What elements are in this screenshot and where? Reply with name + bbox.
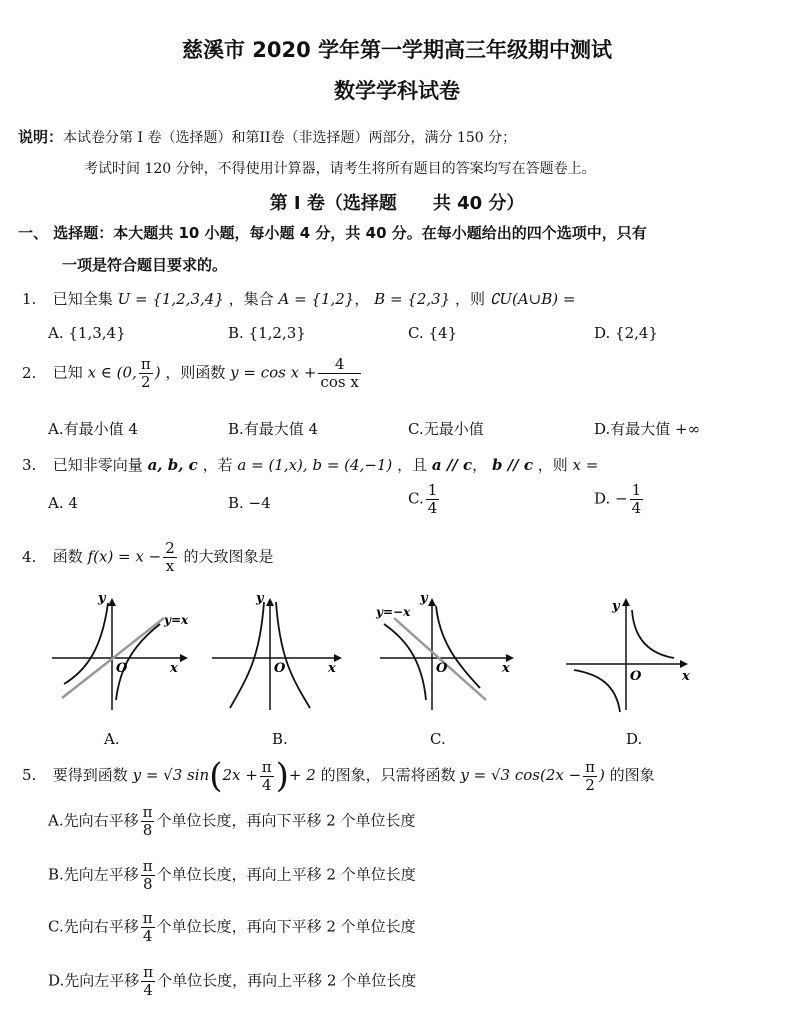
option-prefix: D.先向左平移 (48, 971, 140, 990)
axis-y-label: y (420, 591, 428, 606)
option-prefix: D. − (594, 489, 628, 508)
frac-numerator: π (142, 909, 153, 927)
curve-branch-left (574, 670, 620, 712)
q1-set-u: U = {1,2,3,4} (117, 290, 224, 308)
curve-branch-right (276, 602, 310, 708)
frac-denominator: 8 (142, 875, 153, 893)
axis-y-label: y (256, 591, 264, 606)
axis-x-label: x (502, 661, 510, 676)
option-suffix: 个单位长度，再向下平移 2 个单位长度 (156, 917, 416, 936)
frac-numerator: π (142, 857, 153, 875)
q4-text: 函数 (52, 547, 83, 566)
origin-label: O (116, 661, 128, 676)
exam-subtitle: 数学学科试卷 (334, 79, 460, 103)
exam-title: 慈溪市 2020 学年第一学期高三年级期中测试 (181, 38, 613, 62)
frac-denominator: 4 (427, 499, 438, 517)
paren-left: ( (209, 756, 223, 796)
frac-denominator: cos x (320, 373, 359, 391)
q1-expr: ∁U(A∪B) = (489, 290, 576, 308)
q3-parallel: b // c (491, 456, 533, 474)
frac-denominator: 4 (261, 775, 272, 794)
frac-denominator: 8 (142, 821, 153, 839)
q2-text: ，则函数 (165, 363, 226, 382)
q5-option-b (48, 858, 416, 893)
q5-func: y = √3 cos(2x − (460, 766, 582, 784)
q1-option-d: D. {2,4} (594, 324, 658, 342)
q1-text: ，则 (455, 290, 486, 308)
q5-frac (141, 804, 155, 839)
q3-text: ，则 (537, 456, 568, 474)
q5-text: 要得到函数 (52, 766, 128, 784)
q3-option-b: B. −4 (228, 494, 271, 512)
q3-text: ，若 (202, 456, 233, 474)
q5-option-c (48, 910, 416, 945)
y-axis-arrow (108, 598, 116, 606)
q1-option-b: B. {1,2,3} (228, 324, 306, 342)
q5-func: + 2 (288, 766, 316, 784)
frac-denominator: 4 (143, 981, 153, 999)
q3-text: ，且 (397, 456, 428, 474)
instructions-line1: 本试卷分第 I 卷（选择题）和第II卷（非选择题）两部分，满分 150 分； (63, 130, 517, 146)
frac-numerator: π (143, 963, 154, 981)
axis-x-label: x (170, 661, 178, 676)
y-axis-arrow (266, 598, 274, 606)
part-heading: 一、 选择题：本大题共 10 小题，每小题 4 分，共 40 分。在每小题给出的四个选项中，只有 (18, 224, 647, 242)
q5-frac (141, 964, 155, 999)
frac-numerator: 4 (318, 356, 360, 374)
option-prefix: C. (408, 489, 424, 508)
paren-right: ) (275, 756, 289, 796)
q3-sep: ， (472, 456, 488, 474)
line-label: y=−x (376, 605, 411, 619)
q1-option-c: C. {4} (408, 324, 458, 342)
q4-text: 的大致图象是 (183, 547, 274, 566)
question-number: 3. (22, 456, 37, 474)
q1-set-a: A = {1,2} (278, 290, 355, 308)
origin-label: O (436, 661, 448, 676)
graph-b (212, 588, 352, 713)
question-1 (22, 288, 575, 309)
q5-func: y = √3 sin (132, 766, 210, 784)
q2-option-b: B.有最大值 4 (228, 420, 319, 438)
axis-x-label: x (682, 669, 690, 684)
frac-numerator: π (261, 757, 272, 776)
q5-frac (260, 759, 274, 794)
line-label: y=x (164, 613, 189, 627)
frac-denominator: 2 (141, 373, 151, 391)
q5-option-a (48, 804, 416, 839)
curve-branch-left (64, 603, 108, 684)
curve-branch-left (384, 624, 426, 700)
q3-text: 已知非零向量 (52, 456, 143, 474)
q3-option-a: A. 4 (48, 494, 78, 512)
q3-parallel: a // c (431, 456, 473, 474)
section-title: 第 I 卷（选择题 共 40 分） (269, 193, 525, 214)
instructions-label: 说明： (18, 128, 64, 146)
part-heading-cont: 一项是符合题目要求的。 (62, 256, 228, 274)
question-5 (22, 756, 655, 796)
frac-numerator: π (140, 355, 151, 373)
frac-numerator: 1 (427, 481, 438, 499)
question-3 (22, 454, 598, 475)
graph-c-label: C. (430, 730, 446, 748)
q3-option-d (594, 482, 645, 517)
curve-branch-right (632, 610, 674, 658)
curve-branch-left (230, 602, 264, 708)
frac-denominator: 2 (585, 775, 595, 794)
frac-numerator: 1 (631, 481, 642, 499)
q3-frac (426, 482, 440, 517)
question-number: 4. (22, 547, 37, 566)
q5-text: 的图象，只需将函数 (320, 766, 456, 784)
q1-option-a: A. {1,3,4} (48, 324, 126, 342)
instructions-line2: 考试时间 120 分钟，不得使用计算器，请考生将所有题目的答案均写在答题卷上。 (84, 161, 596, 177)
frac-denominator: 4 (631, 499, 642, 517)
q1-text: ，集合 (228, 290, 274, 308)
graph-c (374, 588, 524, 713)
q2-frac (318, 356, 360, 391)
instructions (18, 126, 516, 147)
q2-text: 已知 (52, 363, 83, 382)
q1-text: 已知全集 (52, 290, 113, 308)
q2-option-a: A.有最小值 4 (48, 420, 138, 438)
y-axis-arrow (428, 598, 436, 606)
question-number: 5. (22, 766, 37, 784)
q1-set-b: B = {2,3} (374, 290, 451, 308)
q1-sep: ， (354, 290, 370, 308)
q3-vectors: a, b, c (147, 456, 198, 474)
q5-option-d (48, 964, 416, 999)
graph-a-label: A. (104, 730, 120, 748)
q5-frac (141, 910, 155, 945)
frac-denominator: 4 (142, 927, 153, 945)
origin-label: O (630, 669, 642, 684)
q2-cond: x ∈ (0, (87, 363, 137, 382)
q3-frac (630, 482, 644, 517)
y-axis-arrow (622, 598, 630, 606)
x-axis-arrow (680, 660, 688, 668)
q5-text: 的图象 (609, 766, 655, 784)
question-4 (22, 540, 274, 575)
axis-y-label: y (98, 591, 106, 606)
option-suffix: 个单位长度，再向上平移 2 个单位长度 (157, 971, 417, 990)
q5-frac (583, 759, 597, 794)
graph-b-label: B. (272, 730, 288, 748)
graph-d (562, 588, 702, 713)
option-suffix: 个单位长度，再向上平移 2 个单位长度 (156, 865, 416, 884)
option-suffix: 个单位长度，再向下平移 2 个单位长度 (156, 811, 416, 830)
option-prefix: C.先向右平移 (48, 917, 139, 936)
q2-cond: ) (154, 363, 161, 382)
q5-func: ) (599, 766, 605, 784)
q4-frac (163, 540, 177, 575)
option-prefix: B.先向左平移 (48, 865, 139, 884)
question-2 (22, 356, 363, 391)
graph-a (52, 588, 202, 713)
q4-func: f(x) = x − (87, 547, 162, 566)
option-prefix: A.先向右平移 (48, 811, 139, 830)
q3-option-c (408, 482, 441, 517)
axis-x-label: x (328, 661, 336, 676)
q5-func: 2x + (222, 766, 258, 784)
q3-values: a = (1,x), b = (4,−1) (237, 456, 393, 474)
origin-label: O (274, 661, 286, 676)
asymptote-line (394, 618, 486, 700)
q3-ask: x = (572, 456, 599, 474)
frac-numerator: π (142, 803, 153, 821)
x-axis-arrow (180, 654, 188, 662)
frac-denominator: x (165, 557, 175, 575)
q2-option-d: D.有最大值 +∞ (594, 420, 701, 438)
graph-d-label: D. (626, 730, 643, 748)
question-number: 2. (22, 363, 37, 382)
q2-frac (139, 356, 153, 391)
axis-y-label: y (612, 599, 620, 614)
question-number: 1. (22, 290, 37, 308)
q5-frac (141, 858, 155, 893)
q2-option-c: C.无最小值 (408, 420, 484, 438)
frac-numerator: π (585, 757, 596, 776)
q2-func: y = cos x + (230, 363, 317, 382)
frac-numerator: 2 (165, 539, 175, 557)
